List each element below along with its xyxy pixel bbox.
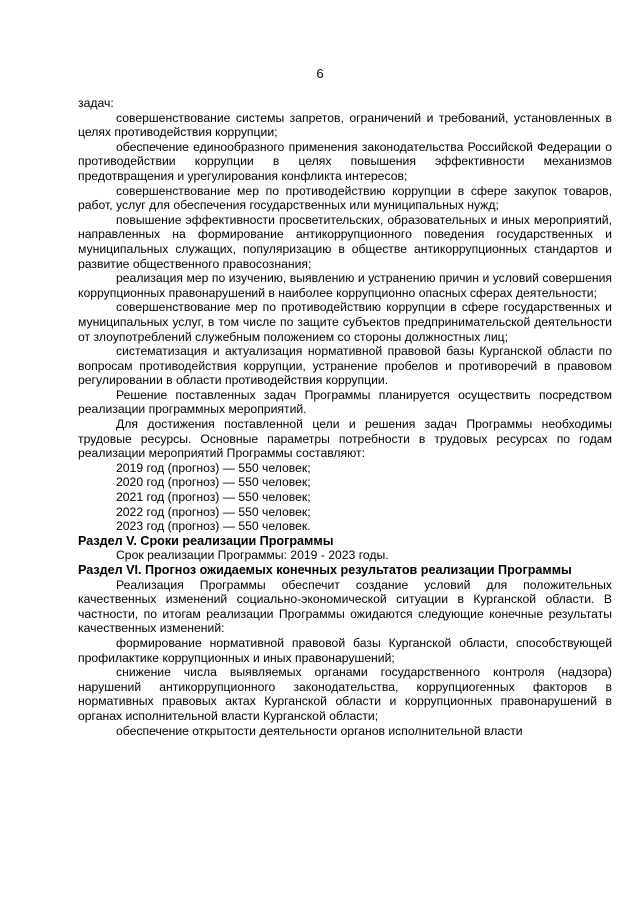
document-body xyxy=(78,96,612,738)
task-item: систематизация и актуализация нормативной правовой базы Курганской области по вопросам противодействия коррупции, устранение пробелов и противоречий в правовом регулировании в области противодействия коррупции. xyxy=(78,344,612,388)
section-6-intro: Реализация Программы обеспечит создание условий для положительных качественных изменений социально-экономической ситуации в Курганской области. В частности, по итогам реализации Программы ожидаются следующие конечные результаты качественных изменений: xyxy=(78,577,612,636)
workforce-year-item: 2019 год (прогноз) — 550 человек; xyxy=(116,460,311,475)
page-number: 6 xyxy=(316,66,324,81)
result-item: формирование нормативной правовой базы Курганской области, способствующей профилактике коррупционных и иных правонарушений; xyxy=(78,635,612,665)
workforce-year-item: 2021 год (прогноз) — 550 человек; xyxy=(116,490,311,505)
resources-paragraph: Для достижения поставленной цели и решения задач Программы необходимы трудовые ресурсы. Основные параметры потребности в трудовых ресурсах по годам реализации мероприятий Программы составляют: xyxy=(78,417,612,461)
workforce-years-list xyxy=(78,461,612,534)
tasks-lead: задач: xyxy=(78,96,114,110)
section-5-term-text: Срок реализации Программы: 2019 - 2023 годы. xyxy=(116,548,389,563)
task-item: реализация мер по изучению, выявлению и устранению причин и условий совершения коррупционных правонарушений в наиболее коррупционно опасных сферах деятельности; xyxy=(78,271,612,300)
workforce-year-item: 2023 год (прогноз) — 550 человек. xyxy=(116,519,311,534)
result-item: обеспечение открытости деятельности органов исполнительной власти xyxy=(116,723,523,738)
solution-paragraph: Решение поставленных задач Программы планируется осуществить посредством реализации программных мероприятий. xyxy=(78,387,612,417)
task-item: совершенствование системы запретов, ограничений и требований, установленных в целях противодействия коррупции; xyxy=(78,110,612,140)
workforce-year-item: 2022 год (прогноз) — 550 человек; xyxy=(116,504,311,519)
workforce-year-item: 2020 год (прогноз) — 550 человек; xyxy=(116,475,311,490)
result-item: снижение числа выявляемых органами государственного контроля (надзора) нарушений антикоррупционного законодательства, коррупциогенных факторов в нормативных правовых актах Курганской области и коррупционных правонарушений в органах исполнительной власти Курганской области; xyxy=(78,665,612,723)
task-item: обеспечение единообразного применения законодательства Российской Федерации о противодействии коррупции в целях повышения эффективности механизмов предотвращения и урегулирования конфликта интересов; xyxy=(78,139,612,183)
section-5-heading: Раздел V. Сроки реализации Программы xyxy=(78,533,334,548)
task-item: совершенствование мер по противодействию коррупции в сфере закупок товаров, работ, услуг для обеспечения государственных или муниципальных нужд; xyxy=(78,183,612,213)
task-item: повышение эффективности просветительских, образовательных и иных мероприятий, направленных на формирование антикоррупционного поведения государственных и муниципальных служащих, популяризацию в обществе антикоррупционных стандартов и развитие общественного правосознания; xyxy=(78,212,612,271)
section-6-heading: Раздел VI. Прогноз ожидаемых конечных результатов реализации Программы xyxy=(78,563,572,577)
task-item: совершенствование мер по противодействию коррупции в сфере государственных и муниципальных услуг, в том числе по защите субъектов предпринимательской деятельности от злоупотреблений служебным положением со стороны должностных лиц; xyxy=(78,300,612,344)
